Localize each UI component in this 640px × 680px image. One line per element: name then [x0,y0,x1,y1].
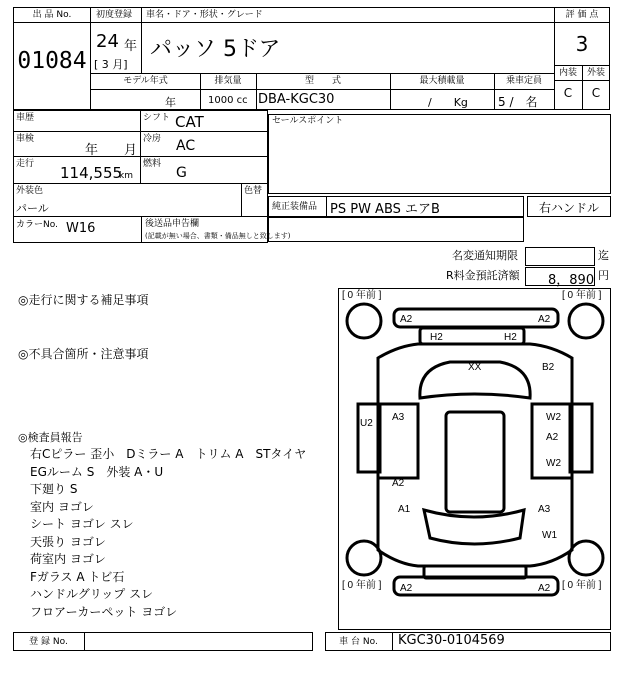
inspector-note-line: フロアーカーペット ヨゴレ [30,604,178,619]
mark-windshield: XX [468,362,482,373]
divider [91,89,554,90]
ac: AC [176,138,196,154]
capacity: 5 / 名 [498,95,538,109]
first-reg-year: 24 [96,31,119,52]
score-label: 評 価 点 [565,10,599,20]
defects-title: ◎不具合箇所・注意事項 [18,347,149,361]
exterior-label: 外装 [586,68,605,78]
tire-label-front-right: [ 0 年前 ] [562,290,602,301]
model-label: 型 式 [304,76,341,86]
exterior-color: パール [16,202,49,215]
displacement: 1000 cc [208,95,248,106]
model-year-label: モデル年式 [123,76,168,86]
max-load-label: 最大積載量 [419,76,465,86]
driving-title: ◎走行に関する補足事項 [18,293,149,307]
model-year-unit: 年 [165,96,176,109]
divider [141,216,142,243]
chassis-no: KGC30-0104569 [398,633,505,648]
inspector-note-line: EGルーム S 外装 A・U [30,464,164,479]
divider [91,73,554,74]
inspection-value: 年 月 [85,143,138,158]
car-diagram [338,288,611,630]
displacement-label: 排気量 [214,76,242,86]
notice-box [525,247,595,266]
lot-label: 出 品 No. [32,10,72,20]
wheel-front-right-icon [569,304,603,338]
divider [91,22,554,23]
mileage-unit: km [119,171,133,181]
car-name: パッソ 5ドア [150,37,281,62]
roof [446,412,504,512]
divider [84,632,85,651]
divider [13,156,268,157]
capacity-label: 乗車定員 [505,76,542,86]
mark-rear-right: A2 [538,583,551,594]
mileage-label: 走行 [16,159,35,169]
fuel: G [176,165,187,181]
inspection-label: 車検 [16,134,35,144]
reg-no-label: 登 録 No. [29,637,68,647]
mark-hood-left: H2 [430,332,443,343]
mark-right-rear: A3 [538,504,551,515]
inspector-note-line: シート ヨゴレ スレ [30,517,134,531]
divider [141,7,142,73]
mark-front-left: A2 [400,314,413,325]
fuel-label: 燃料 [143,159,162,169]
rear-window [424,510,524,544]
sales-point-box [268,114,611,194]
year-unit: 年 [124,39,138,54]
docs-note: (記載が無い場合、書類・備品無しと致します) [145,232,291,240]
mark-rear-left: A2 [400,583,413,594]
mark-right-front-door: W2 [546,412,561,423]
mark-front-right: A2 [538,314,551,325]
divider [326,196,327,217]
shift: CAT [175,113,204,131]
docs-box [268,217,524,242]
mark-left-pillar: U2 [360,418,373,429]
inspector-note-line: 天張り ヨゴレ [30,534,106,549]
history-label: 車歴 [16,113,35,123]
inspector-note-line: 室内 ヨゴレ [30,499,94,514]
recycle-unit: 円 [598,269,609,282]
equipment-label: 純正装備品 [272,202,318,212]
mark-right-rear-door: W2 [546,458,561,469]
first-reg-label: 初度登録 [96,10,133,20]
front-bumper [394,309,558,327]
exterior-color-label: 外装色 [16,186,44,196]
max-load: / Kg [428,96,468,109]
mark-left-front-door: A3 [392,412,405,423]
score: 3 [575,32,589,56]
divider [13,183,268,184]
shift-label: シフト [143,113,171,123]
mark-left-rear-quarter: A2 [392,478,405,489]
mark-right-wheel: W1 [542,530,557,541]
inspector-note-line: ハンドルグリップ スレ [30,587,154,601]
divider [13,131,268,132]
color-change-label: 色替 [244,186,263,196]
notice-label: 名変通知期限 [452,249,518,262]
divider [241,183,242,216]
inspector-note-line: 右Cピラー 歪小 Dミラー A トリム A STタイヤ [30,447,307,461]
notice-unit: 迄 [598,249,609,262]
docs-label: 後送品申告欄 [145,219,200,229]
inspector-note-line: 下廻り S [30,482,78,496]
inspector-title: ◎検査員報告 [18,431,83,444]
exterior-grade: C [591,86,601,100]
mark-hood-right: H2 [504,332,517,343]
mark-left-rear-door: A1 [398,504,411,515]
first-reg-month: [ 3 月] [94,58,128,71]
sales-point-label: セールスポイント [272,116,344,126]
car-name-label: 車名・ドア・形状・グレード [146,10,263,20]
rear-bumper [394,577,558,595]
tire-label-front-left: [ 0 年前 ] [342,290,382,301]
color-no: W16 [66,221,96,236]
wheel-front-left-icon [347,304,381,338]
mileage: 114,555 [60,164,123,182]
divider [554,22,610,23]
inspector-note-line: Fガラス A トビ石 [30,569,125,584]
inspector-note-line: 荷室内 ヨゴレ [30,552,106,566]
wheel-rear-right-icon [569,541,603,575]
divider [392,632,393,651]
lot-number: 01084 [17,48,87,74]
recycle-label: R料金預託済額 [446,269,520,282]
wheel-rear-left-icon [347,541,381,575]
mark-right-fender: B2 [542,362,555,373]
interior-label: 内装 [558,68,577,78]
tire-label-rear-left: [ 0 年前 ] [342,580,382,591]
divider [140,110,141,183]
chassis-label: 車 台 No. [339,637,378,647]
equipment: PS PW ABS エアB [330,202,440,217]
ac-label: 冷房 [143,134,162,144]
mark-right-door-a: A2 [546,432,559,443]
divider [13,22,91,23]
tire-label-rear-right: [ 0 年前 ] [562,580,602,591]
color-no-label: カラーNo. [16,220,58,230]
interior-grade: C [563,86,573,100]
recycle-value: 8，890 [548,273,595,288]
handle: 右ハンドル [538,201,599,215]
model: DBA-KGC30 [258,92,335,107]
